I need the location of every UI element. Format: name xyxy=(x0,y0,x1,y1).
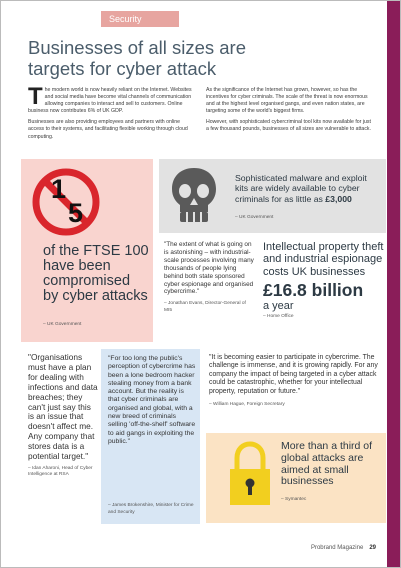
malware-text xyxy=(235,173,375,204)
quote-text: "For too long the public's perception of cybercrime has been a lone bedroom hacker stealing money from a bank account. But the reality is that cyber criminals are organised and global, with a new breed of criminals selling 'off-the-shelf' software to aid gangs in exploiting the public." xyxy=(108,355,196,445)
intro-column-left xyxy=(28,83,196,145)
intro-text: he modern world is now heavily reliant on the Internet. Websites and social media have become vital channels of communication allowing companies to interact and sell to customers. Online business now contributes 6% of UK GDP. xyxy=(28,87,192,115)
drop-cap: T xyxy=(28,83,43,110)
quote-source: – William Hague, Foreign Secretary xyxy=(209,402,285,408)
malware-amount: £3,000 xyxy=(325,193,352,204)
intro-paragraph: As the significance of the Internet has grown, however, so has the incentives for cyber criminals. The scale of the threat is now enormous and at the highest level organised gangs, and even nation states, are targeting some of the world's biggest firms. xyxy=(206,87,368,115)
page-number: 29 xyxy=(369,545,376,551)
fraction-numerator: 1 xyxy=(51,174,67,204)
ftse-source: – UK Government xyxy=(43,322,82,327)
section-tab: Security xyxy=(101,11,179,27)
quote-source: – Jonathan Evans, Director-General of MI5 xyxy=(164,301,246,313)
evans-quote xyxy=(164,241,254,314)
symantec-text: More than a third of global attacks are aimed at small businesses xyxy=(281,440,373,488)
symantec-source: – Symantec xyxy=(281,497,307,502)
quote-text: "The extent of what is going on is astonishing – with industrial-scale processes involving many thousands of people lying behind both state sponsored cyber espionage and organised cybercrime." xyxy=(164,241,254,296)
malware-stat-box xyxy=(159,159,386,233)
page-title: Businesses of all sizes are targets for cyber attack xyxy=(28,37,246,79)
quote-source: – James Brokenshire, Minister for Crime and Security xyxy=(108,503,194,515)
malware-source: – UK Government xyxy=(235,215,274,220)
quote-text: "Organisations must have a plan for dealing with infections and data breaches; they can't just say this is an issue that doesn't affect me. Any company that stores data is a potential target." xyxy=(28,352,98,462)
ip-theft-source: – Home Office xyxy=(263,314,294,320)
ip-theft-period: a year xyxy=(263,300,294,313)
malware-text-body: Sophisticated malware and exploit kits are widely available to cyber criminals for as little as xyxy=(235,173,367,204)
intro-column-right xyxy=(206,87,374,138)
ip-theft-amount: £16.8 billion xyxy=(263,280,364,301)
quote-source: – Idan Aharoni, Head of Cyber Intelligence at RSA xyxy=(28,465,93,478)
fraction-denominator: 5 xyxy=(68,198,84,228)
skull-icon xyxy=(169,165,219,232)
symantec-stat-box xyxy=(206,433,386,523)
quote-text: "It is becoming easier to participate in cybercrime. The challenge is immense, and it is growing rapidly. For any company the impact of being targeted in a cyber attack could be catastrophic, whether for your intellectual property, reputation or future." xyxy=(209,354,378,395)
page-footer xyxy=(311,545,376,551)
ip-theft-stat xyxy=(263,241,385,321)
ftse-stat-box xyxy=(21,159,153,342)
intro-paragraph: Businesses are also providing employees and partners with online access to their systems, and facilitating flexible working through cloud computing. xyxy=(28,119,188,140)
no-sign-icon xyxy=(31,167,101,237)
brokenshire-quote-box xyxy=(101,349,200,524)
magazine-name: Probrand Magazine xyxy=(310,545,364,551)
intro-paragraph: However, with sophisticated cybercriminal tool kits now available for just a few thousand pounds, businesses of all sizes are vulnerable to attack. xyxy=(206,119,371,133)
ftse-text: of the FTSE 100 have been compromised by cyber attacks xyxy=(43,243,149,304)
ip-theft-text: Intellectual property theft and industrial espionage costs UK businesses xyxy=(263,241,384,278)
padlock-icon xyxy=(228,441,272,512)
accent-side-bar xyxy=(387,1,400,568)
hague-quote xyxy=(209,354,381,409)
aharoni-quote xyxy=(28,353,98,479)
intro-paragraph xyxy=(28,83,196,115)
